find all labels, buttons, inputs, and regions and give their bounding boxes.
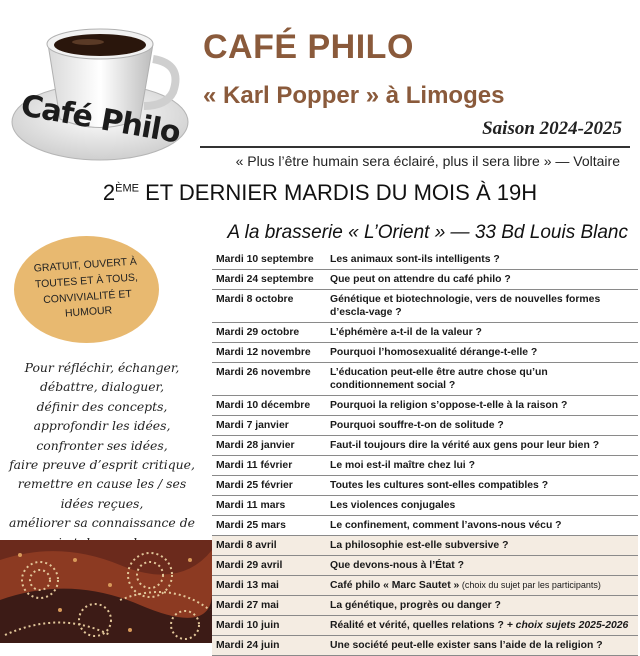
- table-row: [212, 556, 638, 576]
- purpose-line: confronter ses idées,: [36, 437, 168, 453]
- table-row: [212, 496, 638, 516]
- session-topic: Pourquoi souffre-t-on de solitude ?: [330, 420, 504, 431]
- purpose-line: remettre en cause les / ses: [17, 476, 187, 492]
- session-topic: Génétique et biotechnologie, vers de nouvelles formes d’escla-vage ?: [330, 294, 601, 318]
- table-row: [212, 363, 638, 396]
- session-topic: Que peut on attendre du café philo ?: [330, 274, 511, 285]
- voltaire-quote: « Plus l’être humain sera éclairé, plus il sera libre » — Voltaire: [235, 153, 620, 169]
- purpose-line: faire preuve d’esprit critique,: [9, 457, 195, 473]
- session-date: Mardi 24 juin: [216, 640, 280, 651]
- badge-text: GRATUIT, OUVERT À TOUTES ET À TOUS, CONVIVIALITÉ ET HUMOUR: [32, 255, 138, 320]
- session-topic: Pourquoi la religion s’oppose-t-elle à la raison ?: [330, 400, 568, 411]
- table-row: [212, 476, 638, 496]
- session-topic-cell: [326, 476, 638, 496]
- free-open-badge: [14, 236, 159, 343]
- table-row: [212, 516, 638, 536]
- session-topic: Réalité et vérité, quelles relations ?: [330, 620, 504, 631]
- table-row: [212, 396, 638, 416]
- session-topic: La philosophie est-elle subversive ?: [330, 540, 509, 551]
- schedule-ordinal: 2: [102, 180, 116, 205]
- purpose-line: approfondir les idées,: [33, 418, 171, 434]
- session-topic: Le moi est-il maître chez lui ?: [330, 460, 475, 471]
- purpose-text: [6, 358, 198, 552]
- table-row: [212, 536, 638, 556]
- session-date: Mardi 26 novembre: [216, 367, 311, 378]
- session-topic: Faut-il toujours dire la vérité aux gens pour leur bien ?: [330, 440, 600, 451]
- session-topic-cell: [326, 323, 638, 343]
- session-date: Mardi 11 mars: [216, 500, 286, 511]
- purpose-line: idées reçues,: [60, 495, 144, 511]
- session-topic: Café philo « Marc Sautet »: [330, 580, 460, 591]
- session-date: Mardi 29 avril: [216, 560, 283, 571]
- session-date: Mardi 8 octobre: [216, 294, 294, 305]
- session-topic-cell: [326, 456, 638, 476]
- session-topic-cell: [326, 516, 638, 536]
- session-date: Mardi 25 février: [216, 480, 293, 491]
- session-topic-cell: [326, 616, 638, 636]
- schedule-heading: [0, 180, 640, 206]
- session-date: Mardi 13 mai: [216, 580, 279, 591]
- schedule-ordinal-sup: ÈME: [115, 182, 139, 195]
- session-topic: La génétique, progrès ou danger ?: [330, 600, 501, 611]
- session-topic: Les animaux sont-ils intelligents ?: [330, 254, 500, 265]
- header-divider: [200, 146, 630, 148]
- session-date: Mardi 8 avril: [216, 540, 277, 551]
- decorative-artwork: [0, 540, 212, 643]
- session-topic-cell: [326, 270, 638, 290]
- session-date: Mardi 28 janvier: [216, 440, 295, 451]
- session-topic: Le confinement, comment l’avons-nous vécu ?: [330, 520, 562, 531]
- table-row: [212, 290, 638, 323]
- session-date: Mardi 29 octobre: [216, 327, 300, 338]
- session-topic-cell: [326, 416, 638, 436]
- session-topic-cell: [326, 576, 638, 596]
- table-row: [212, 576, 638, 596]
- table-row: [212, 636, 638, 656]
- session-topic: L’éphémère a-t-il de la valeur ?: [330, 327, 482, 338]
- session-topic: Que devons-nous à l’État ?: [330, 560, 464, 571]
- session-date: Mardi 27 mai: [216, 600, 279, 611]
- session-date: Mardi 10 juin: [216, 620, 280, 631]
- session-topic-cell: [326, 556, 638, 576]
- logo-text: Café Philo: [18, 88, 183, 151]
- session-date: Mardi 24 septembre: [216, 274, 314, 285]
- table-row: [212, 456, 638, 476]
- cafe-philo-logo: [8, 14, 193, 164]
- session-topic: Toutes les cultures sont-elles compatibles ?: [330, 480, 549, 491]
- page-title: CAFÉ PHILO: [203, 28, 414, 66]
- session-date: Mardi 25 mars: [216, 520, 286, 531]
- table-row: [212, 323, 638, 343]
- season-label: Saison 2024-2025: [482, 118, 622, 139]
- session-topic-cell: [326, 396, 638, 416]
- session-date: Mardi 12 novembre: [216, 347, 311, 358]
- table-row: [212, 436, 638, 456]
- table-row: [212, 343, 638, 363]
- schedule-rest: ET DERNIER MARDIS DU MOIS À 19H: [138, 180, 538, 205]
- table-row: [212, 250, 638, 270]
- session-note: (choix du sujet par les participants): [459, 580, 601, 590]
- purpose-line: améliorer sa connaissance de: [9, 515, 195, 531]
- session-topic: L’éducation peut-elle être autre chose qu’un conditionnement social ?: [330, 367, 548, 391]
- session-topic-cell: [326, 496, 638, 516]
- session-topic: Les violences conjugales: [330, 500, 456, 511]
- purpose-line: Pour réfléchir, échanger,: [24, 360, 180, 375]
- table-row: [212, 596, 638, 616]
- session-topic-cell: [326, 636, 638, 656]
- session-topic-cell: [326, 436, 638, 456]
- session-date: Mardi 7 janvier: [216, 420, 289, 431]
- session-topic-cell: [326, 290, 638, 323]
- table-row: [212, 416, 638, 436]
- session-topic: Une société peut-elle exister sans l’aide de la religion ?: [330, 640, 603, 651]
- session-date: Mardi 10 septembre: [216, 254, 314, 265]
- venue-line: A la brasserie « L’Orient » — 33 Bd Louis Blanc: [227, 222, 628, 243]
- table-row: [212, 270, 638, 290]
- session-topic-cell: [326, 596, 638, 616]
- session-topic-cell: [326, 343, 638, 363]
- session-date: Mardi 11 février: [216, 460, 293, 471]
- session-topic-cell: [326, 363, 638, 396]
- table-row: [212, 616, 638, 636]
- purpose-line: débattre, dialoguer,: [39, 379, 165, 395]
- session-date: Mardi 10 décembre: [216, 400, 311, 411]
- session-topic-cell: [326, 536, 638, 556]
- session-topic-cell: [326, 250, 638, 270]
- purpose-line: définir des concepts,: [36, 398, 168, 414]
- program-table: [212, 250, 638, 656]
- session-topic: Pourquoi l’homosexualité dérange-t-elle ?: [330, 347, 538, 358]
- page-subtitle: « Karl Popper » à Limoges: [203, 82, 505, 109]
- session-note: + choix sujets 2025-2026: [503, 620, 629, 631]
